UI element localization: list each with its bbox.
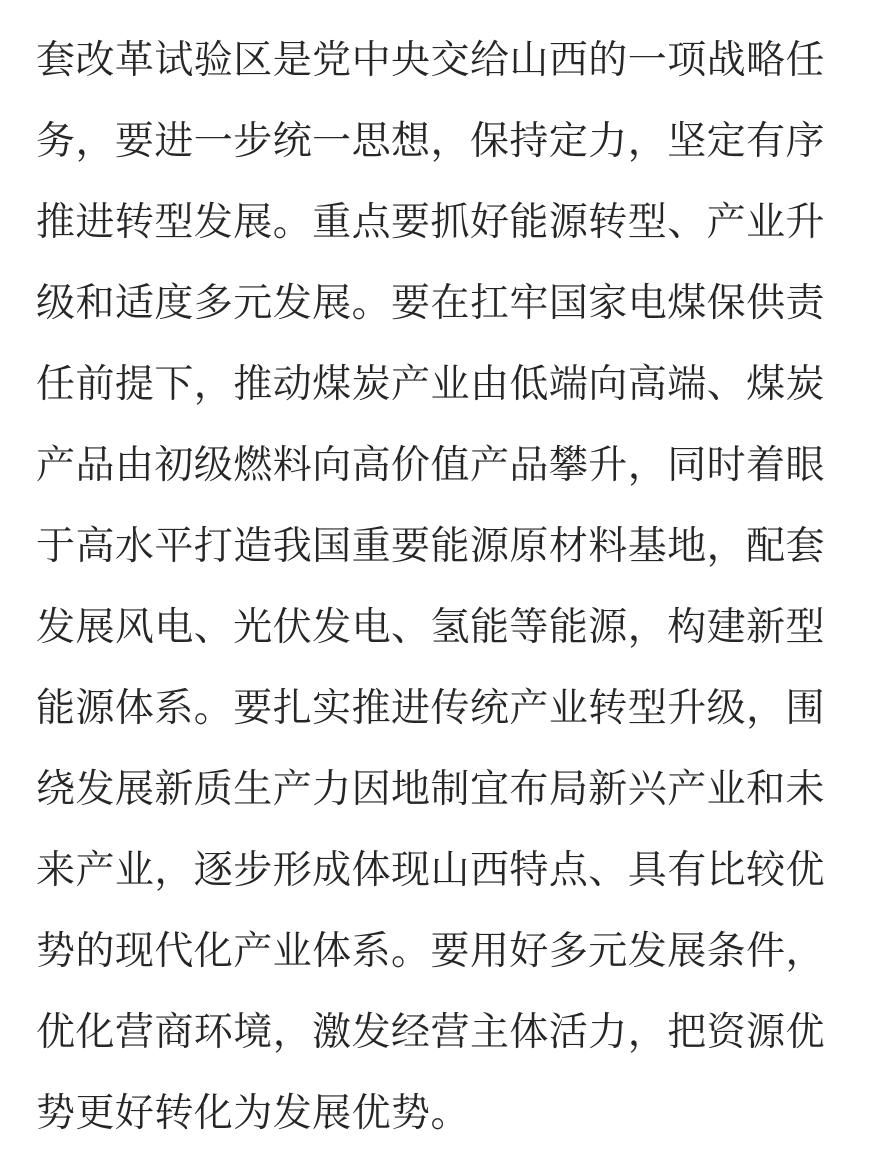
article-line: 套改革试验区是党中央交给山西的一项战略任 — [36, 38, 826, 83]
article-line: 推进转型发展。重点要抓好能源转型、产业升 — [36, 200, 826, 245]
article-line: 绕发展新质生产力因地制宜布局新兴产业和未 — [36, 767, 826, 812]
article-line: 于高水平打造我国重要能源原材料基地，配套 — [36, 524, 826, 569]
article-line: 任前提下，推动煤炭产业由低端向高端、煤炭 — [36, 362, 826, 407]
article-body — [36, 20, 860, 1154]
article-line: 务，要进一步统一思想，保持定力，坚定有序 — [36, 119, 826, 164]
article-line: 能源体系。要扎实推进传统产业转型升级，围 — [36, 686, 826, 731]
article-line: 产品由初级燃料向高价值产品攀升，同时着眼 — [36, 443, 826, 488]
article-line: 级和适度多元发展。要在扛牢国家电煤保供责 — [36, 281, 826, 326]
article-line: 势的现代化产业体系。要用好多元发展条件， — [36, 929, 826, 974]
article-line: 优化营商环境，激发经营主体活力，把资源优 — [36, 1010, 826, 1055]
article-line: 来产业，逐步形成体现山西特点、具有比较优 — [36, 848, 826, 893]
article-line: 发展风电、光伏发电、氢能等能源，构建新型 — [36, 605, 826, 650]
article-line: 势更好转化为发展优势。 — [36, 1091, 470, 1136]
